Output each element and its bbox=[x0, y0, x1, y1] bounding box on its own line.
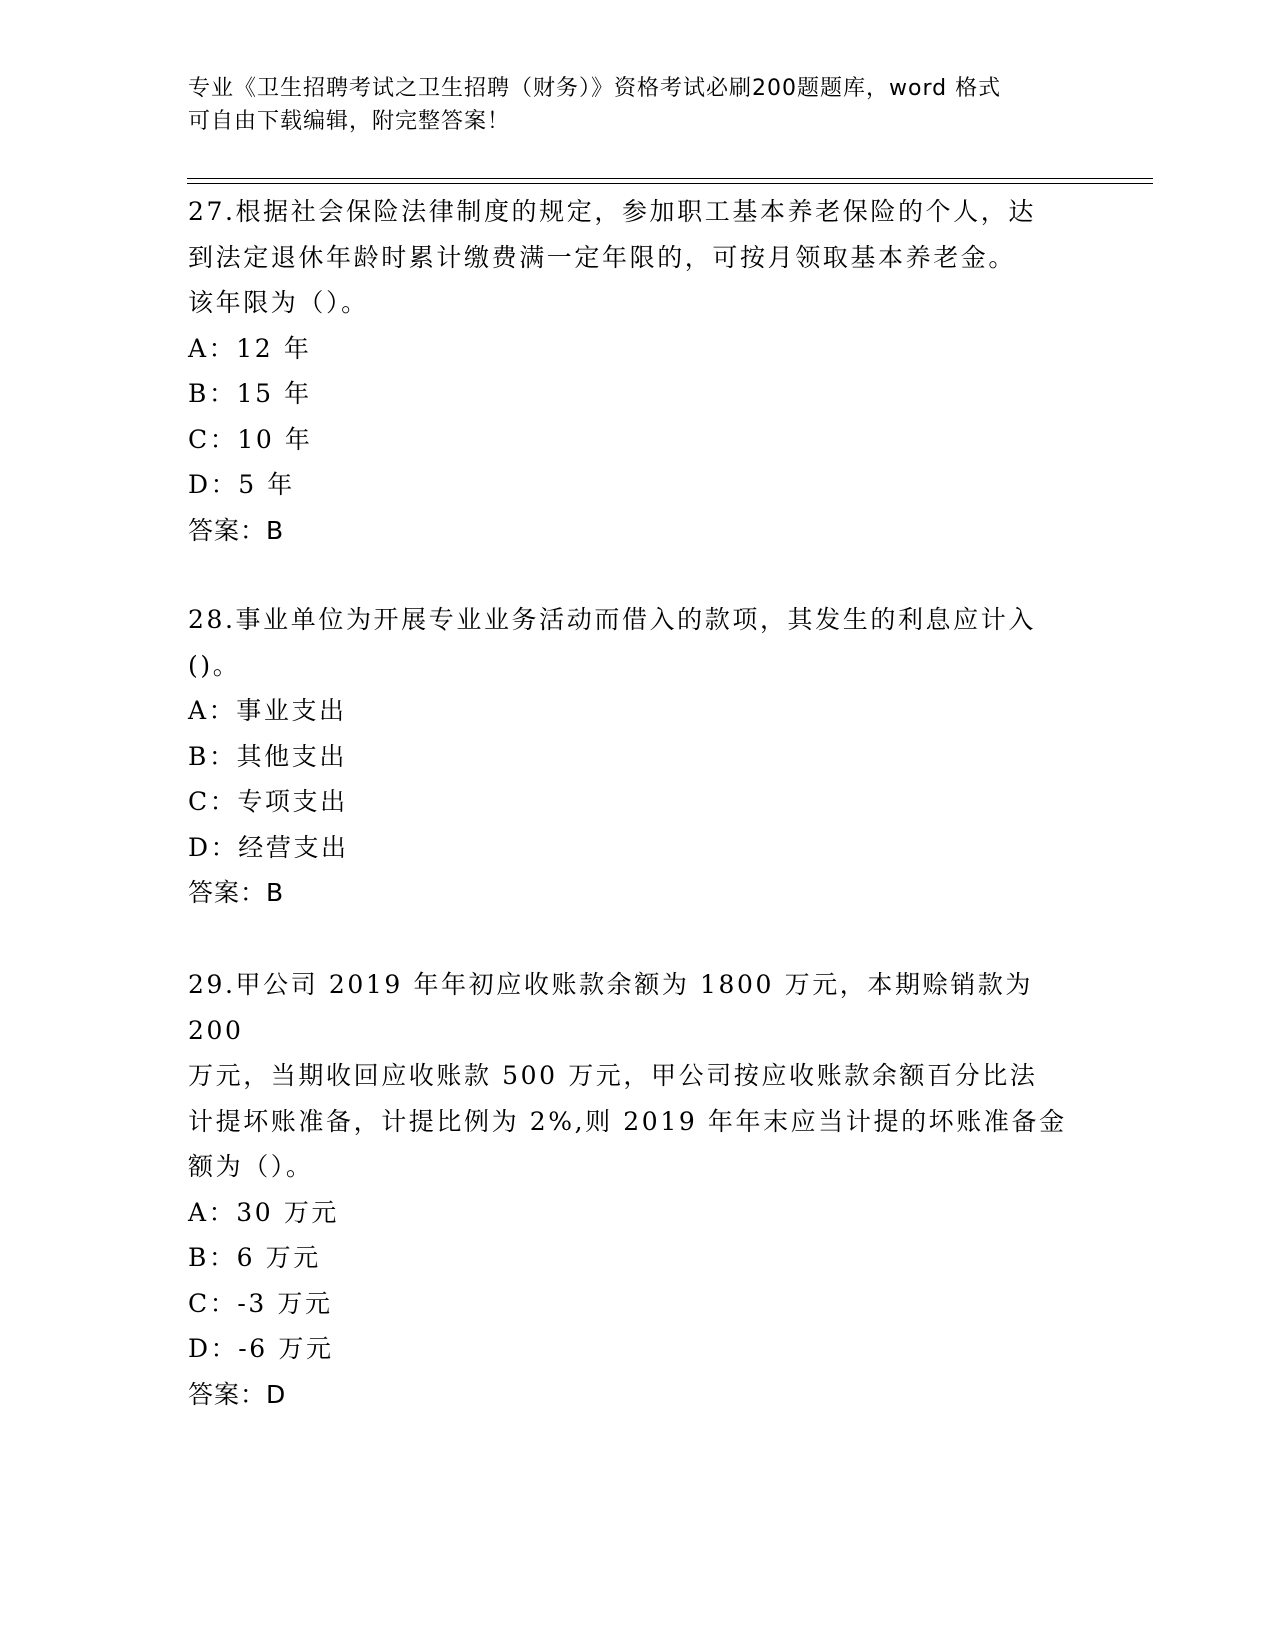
document-header bbox=[188, 72, 1088, 138]
option-d: D：-6 万元 bbox=[188, 1334, 334, 1363]
answer-line: 答案：B bbox=[188, 878, 285, 907]
answer-line: 答案：B bbox=[188, 515, 285, 545]
header-divider-bottom bbox=[187, 183, 1153, 184]
question-29 bbox=[188, 962, 1088, 1417]
option-a: A：30 万元 bbox=[188, 1197, 340, 1227]
question-stem-line: ()。 bbox=[188, 650, 241, 680]
question-28 bbox=[188, 597, 1088, 916]
question-stem-line: 27.根据社会保险法律制度的规定，参加职工基本养老保险的个人，达 bbox=[188, 197, 1036, 226]
option-b: B：6 万元 bbox=[188, 1243, 321, 1272]
header-title-line-1: 专业《卫生招聘考试之卫生招聘（财务）》资格考试必刷200题题库，word 格式 bbox=[188, 76, 1002, 101]
question-stem-line: 计提坏账准备，计提比例为 2%,则 2019 年年末应当计提的坏账准备金 bbox=[188, 1106, 1067, 1136]
header-divider-top bbox=[187, 178, 1153, 179]
option-c: C：10 年 bbox=[188, 424, 313, 454]
option-b: B：其他支出 bbox=[188, 741, 347, 771]
option-b: B：15 年 bbox=[188, 379, 312, 408]
question-stem-line: 万元，当期收回应收账款 500 万元，甲公司按应收账款余额百分比法 bbox=[188, 1061, 1038, 1090]
question-stem-line: 29.甲公司 2019 年年初应收账款余额为 1800 万元，本期赊销款为 200 bbox=[188, 970, 1033, 1045]
option-a: A：事业支出 bbox=[188, 696, 347, 725]
option-c: C：-3 万元 bbox=[188, 1288, 333, 1318]
option-d: D：经营支出 bbox=[188, 832, 349, 862]
header-title-line-2: 可自由下载编辑，附完整答案！ bbox=[188, 109, 511, 134]
option-a: A：12 年 bbox=[188, 333, 312, 363]
question-stem-line: 到法定退休年龄时累计缴费满一定年限的，可按月领取基本养老金。 bbox=[188, 242, 1017, 272]
option-d: D：5 年 bbox=[188, 470, 295, 499]
question-stem-line: 28.事业单位为开展专业业务活动而借入的款项，其发生的利息应计入 bbox=[188, 605, 1036, 634]
option-c: C：专项支出 bbox=[188, 787, 348, 816]
answer-line: 答案：D bbox=[188, 1379, 287, 1409]
question-stem-line: 额为（）。 bbox=[188, 1152, 314, 1181]
question-stem-line: 该年限为（）。 bbox=[188, 288, 369, 317]
question-27 bbox=[188, 189, 1088, 553]
